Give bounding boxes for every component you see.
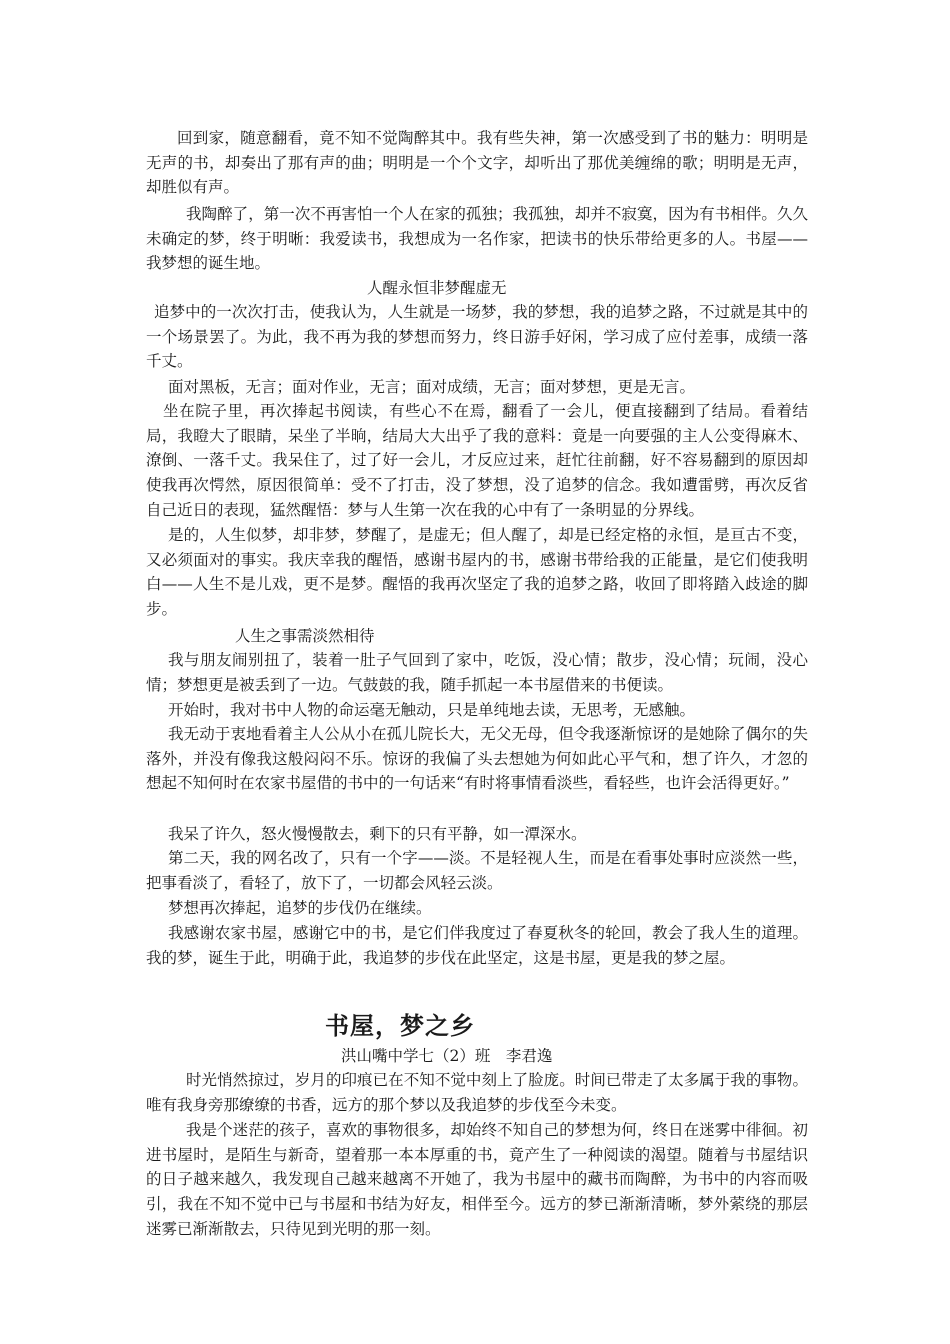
paragraph: 是的，人生似梦，却非梦，梦醒了，是虚无；但人醒了，却是已经定格的永恒，是亘古不变，又必须面对的事实。我庆幸我的醒悟，感谢书屋内的书，感谢书带给我的正能量，是它们使我明白——人生不是儿戏，更不是梦。醒悟的我再次坚定了我的追梦之路，收回了即将踏入歧途的脚步。: [146, 526, 808, 619]
paragraph: 追梦中的一次次打击，使我认为，人生就是一场梦，我的梦想，我的追梦之路，不过就是其中的一个场景罢了。为此，我不再为我的梦想而努力，终日游手好闲，学习成了应付差事，成绩一落千丈。: [146, 303, 808, 371]
paragraph: 第二天，我的网名改了，只有一个字——淡。不是轻视人生，而是在看事处事时应淡然一些，把事看淡了，看轻了，放下了，一切都会风轻云淡。: [146, 849, 808, 892]
paragraph: 梦想再次捧起，追梦的步伐仍在继续。: [168, 899, 432, 917]
paragraph: 我无动于衷地看着主人公从小在孤儿院长大，无父无母，但令我逐渐惊讶的是她除了偶尔的失落外，并没有像我这般闷闷不乐。惊讶的我偏了头去想她为何如此心平气和，想了许久，才忽的想起不知何时在农家书屋借的书中的一句话来“有时将事情看淡些，看轻些，也许会活得更好。”: [146, 725, 808, 793]
paragraph: 我感谢农家书屋，感谢它中的书，是它们伴我度过了春夏秋冬的轮回，教会了我人生的道理。我的梦，诞生于此，明确于此，我追梦的步伐在此坚定，这是书屋，更是我的梦之屋。: [146, 924, 808, 967]
section-heading: 人生之事需淡然相待: [235, 627, 375, 645]
article-title: 书屋，梦之乡: [325, 1011, 475, 1040]
paragraph: 坐在院子里，再次捧起书阅读，有些心不在焉，翻看了一会儿，便直接翻到了结局。看着结局，我瞪大了眼睛，呆坐了半晌，结局大大出乎了我的意料：竟是一向要强的主人公变得麻木、潦倒、一落千丈。我呆住了，过了好一会儿，才反应过来，赶忙往前翻，好不容易翻到的原因却使我再次愕然，原因很简单：受不了打击，没了梦想，没了追梦的信念。我如遭雷劈，再次反省自己近日的表现，猛然醒悟：梦与人生第一次在我的心中有了一条明显的分界线。: [146, 402, 808, 519]
paragraph: 开始时，我对书中人物的命运毫无触动，只是单纯地去读，无思考，无感触。: [168, 701, 696, 719]
paragraph: 我陶醉了，第一次不再害怕一个人在家的孤独；我孤独，却并不寂寞，因为有书相伴。久久未确定的梦，终于明晰：我爱读书，我想成为一名作家，把读书的快乐带给更多的人。书屋——我梦想的诞生地。: [146, 205, 808, 273]
paragraph: 时光悄然掠过，岁月的印痕已在不知不觉中刻上了脸庞。时间已带走了太多属于我的事物。唯有我身旁那缭缭的书香，远方的那个梦以及我追梦的步伐至今未变。: [146, 1071, 808, 1114]
paragraph: 我呆了许久，怒火慢慢散去，剩下的只有平静，如一潭深水。: [168, 825, 587, 843]
paragraph: 我是个迷茫的孩子，喜欢的事物很多，却始终不知自己的梦想为何，终日在迷雾中徘徊。初进书屋时，是陌生与新奇，望着那一本本厚重的书，竟产生了一种阅读的渴望。随着与书屋结识的日子越来越久，我发现自己越来越离不开她了，我为书屋中的藏书而陶醉，为书中的内容而吸引，我在不知不觉中已与书屋和书结为好友，相伴至今。远方的梦已渐渐清晰，梦外萦绕的那层迷雾已渐渐散去，只待见到光明的那一刻。: [146, 1121, 808, 1238]
article-byline: 洪山嘴中学七（2）班 李君逸: [341, 1047, 553, 1065]
paragraph: 我与朋友闹别扭了，装着一肚子气回到了家中，吃饭，没心情；散步，没心情；玩闹，没心情；梦想更是被丢到了一边。气鼓鼓的我，随手抓起一本书屋借来的书便读。: [146, 651, 808, 694]
paragraph: 回到家，随意翻看，竟不知不觉陶醉其中。我有些失神，第一次感受到了书的魅力：明明是无声的书，却奏出了那有声的曲；明明是一个个文字，却听出了那优美缠绵的歌；明明是无声，却胜似有声。: [146, 129, 808, 197]
section-heading: 人醒永恒非梦醒虚无: [367, 279, 507, 297]
paragraph: 面对黑板，无言；面对作业，无言；面对成绩，无言；面对梦想，更是无言。: [168, 378, 696, 396]
